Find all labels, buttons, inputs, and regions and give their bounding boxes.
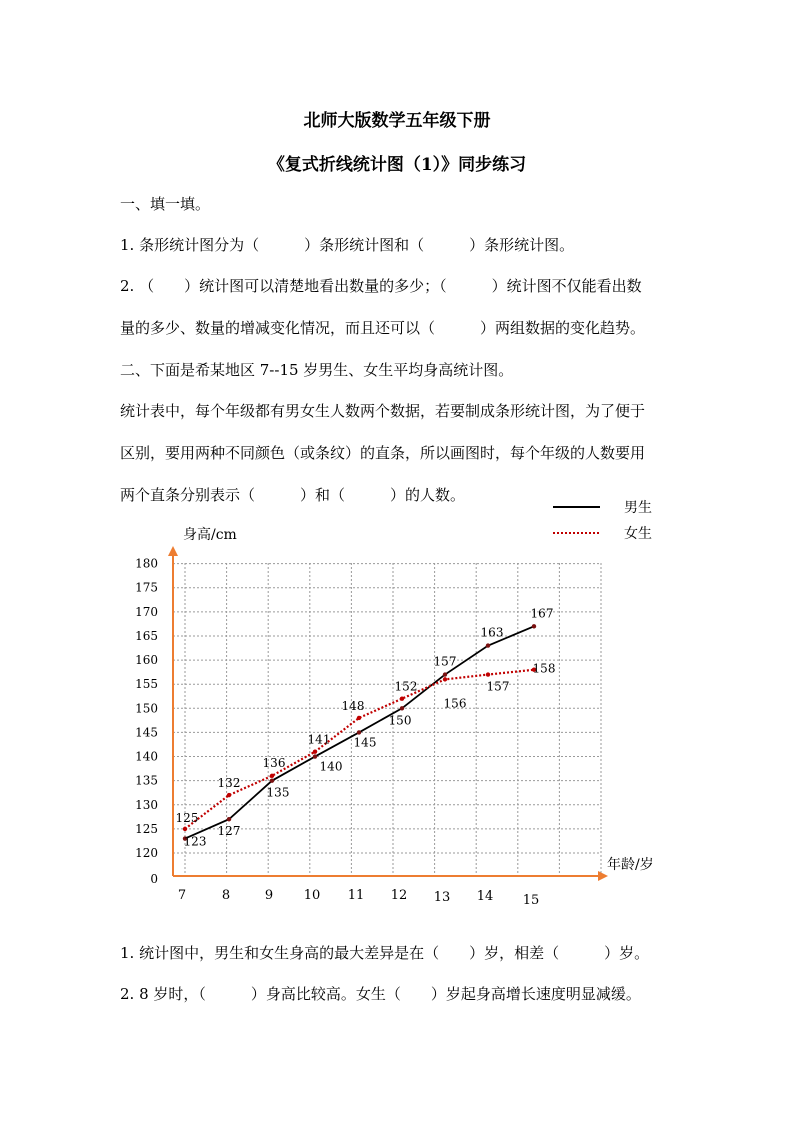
data-label: 123 — [183, 834, 207, 849]
data-point — [313, 754, 317, 758]
section2-paragraph-line-2: 区别，要用两种不同颜色（或条纹）的直条，所以画图时，每个年级的人数要用 — [120, 444, 646, 462]
data-label: 125 — [175, 810, 199, 825]
data-label: 141 — [307, 732, 331, 747]
y-tick-label: 140 — [135, 749, 158, 764]
page-subtitle: 《复式折线统计图（1）》同步练习 — [267, 155, 527, 175]
data-point — [183, 827, 187, 831]
page-title: 北师大版数学五年级下册 — [303, 111, 491, 131]
data-label: 135 — [266, 785, 290, 800]
chart-series — [176, 606, 556, 848]
data-point — [532, 624, 536, 628]
data-label: 158 — [532, 661, 556, 676]
y-axis-arrow — [168, 546, 178, 556]
y-tick-label: 175 — [135, 580, 158, 595]
data-point — [443, 672, 447, 676]
x-tick-label: 11 — [347, 888, 365, 903]
chart-legend — [553, 499, 652, 542]
y-axis-label: 身高/cm — [183, 527, 237, 543]
question-2: 2. 8 岁时，（ ）身高比较高。女生（ ）岁起身高增长速度明显减缓。 — [120, 985, 641, 1003]
x-tick-label: 7 — [177, 888, 187, 903]
data-label: 127 — [217, 824, 241, 839]
data-label: 156 — [443, 696, 467, 711]
data-label: 167 — [530, 606, 554, 621]
data-label: 150 — [388, 713, 412, 728]
y-tick-label: 135 — [135, 773, 158, 788]
data-point — [227, 817, 231, 821]
x-tick-label: 12 — [390, 888, 408, 903]
y-tick-label: 130 — [135, 797, 158, 812]
section2-heading: 二、下面是希某地区 7--15 岁男生、女生平均身高统计图。 — [120, 361, 514, 379]
data-point — [443, 677, 447, 681]
data-point — [486, 643, 490, 647]
data-point — [486, 672, 490, 676]
section2-paragraph-line-3: 两个直条分别表示（ ）和（ ）的人数。 — [120, 486, 466, 504]
data-label: 145 — [353, 735, 377, 750]
data-label: 163 — [480, 625, 504, 640]
x-axis-label: 年龄/岁 — [607, 857, 654, 873]
data-point — [400, 696, 404, 700]
question-1: 1. 统计图中，男生和女生身高的最大差异是在（ ）岁，相差（ ）岁。 — [120, 944, 650, 962]
data-point — [313, 750, 317, 754]
y-tick-label: 170 — [135, 604, 158, 619]
data-label: 140 — [319, 759, 343, 774]
x-tick-label: 8 — [221, 888, 231, 903]
section1-question-2-line-1: 2. （ ）统计图可以清楚地看出数量的多少；（ ）统计图不仅能看出数 — [120, 277, 642, 295]
data-point — [270, 774, 274, 778]
x-tick-label: 9 — [264, 888, 274, 903]
data-point — [270, 778, 274, 782]
data-point — [400, 706, 404, 710]
data-point — [357, 716, 361, 720]
data-label: 132 — [217, 776, 241, 791]
y-tick-label: 155 — [135, 677, 158, 692]
section1-question-1: 1. 条形统计图分为（ ）条形统计图和（ ）条形统计图。 — [120, 236, 575, 254]
y-tick-label: 120 — [135, 846, 158, 860]
legend-label: 男生 — [624, 500, 652, 516]
data-label: 152 — [394, 679, 418, 694]
section1-heading: 一、填一填。 — [120, 195, 211, 213]
y-tick-label: 160 — [135, 653, 158, 668]
data-label: 148 — [341, 698, 365, 713]
data-label: 136 — [262, 755, 286, 770]
data-point — [357, 730, 361, 734]
data-label: 157 — [433, 654, 457, 669]
x-tick-label: 14 — [476, 889, 494, 904]
y-tick-label: 0 — [150, 872, 158, 886]
data-label: 157 — [486, 679, 510, 694]
y-tick-label: 180 — [135, 556, 158, 571]
y-tick-label: 165 — [135, 628, 158, 643]
section1-question-2-line-2: 量的多少、数量的增减变化情况，而且还可以（ ）两组数据的变化趋势。 — [120, 319, 646, 337]
y-tick-label: 145 — [135, 725, 158, 740]
y-tick-label: 150 — [135, 701, 158, 716]
data-point — [227, 793, 231, 797]
x-tick-label: 10 — [303, 888, 321, 903]
legend-label: 女生 — [624, 526, 652, 542]
x-tick-label: 15 — [522, 893, 540, 908]
height-line-chart — [0, 490, 794, 920]
x-tick-label: 13 — [433, 890, 451, 905]
y-tick-label: 125 — [135, 821, 158, 836]
section2-paragraph-line-1: 统计表中，每个年级都有男女生人数两个数据，若要制成条形统计图，为了便于 — [120, 402, 646, 420]
